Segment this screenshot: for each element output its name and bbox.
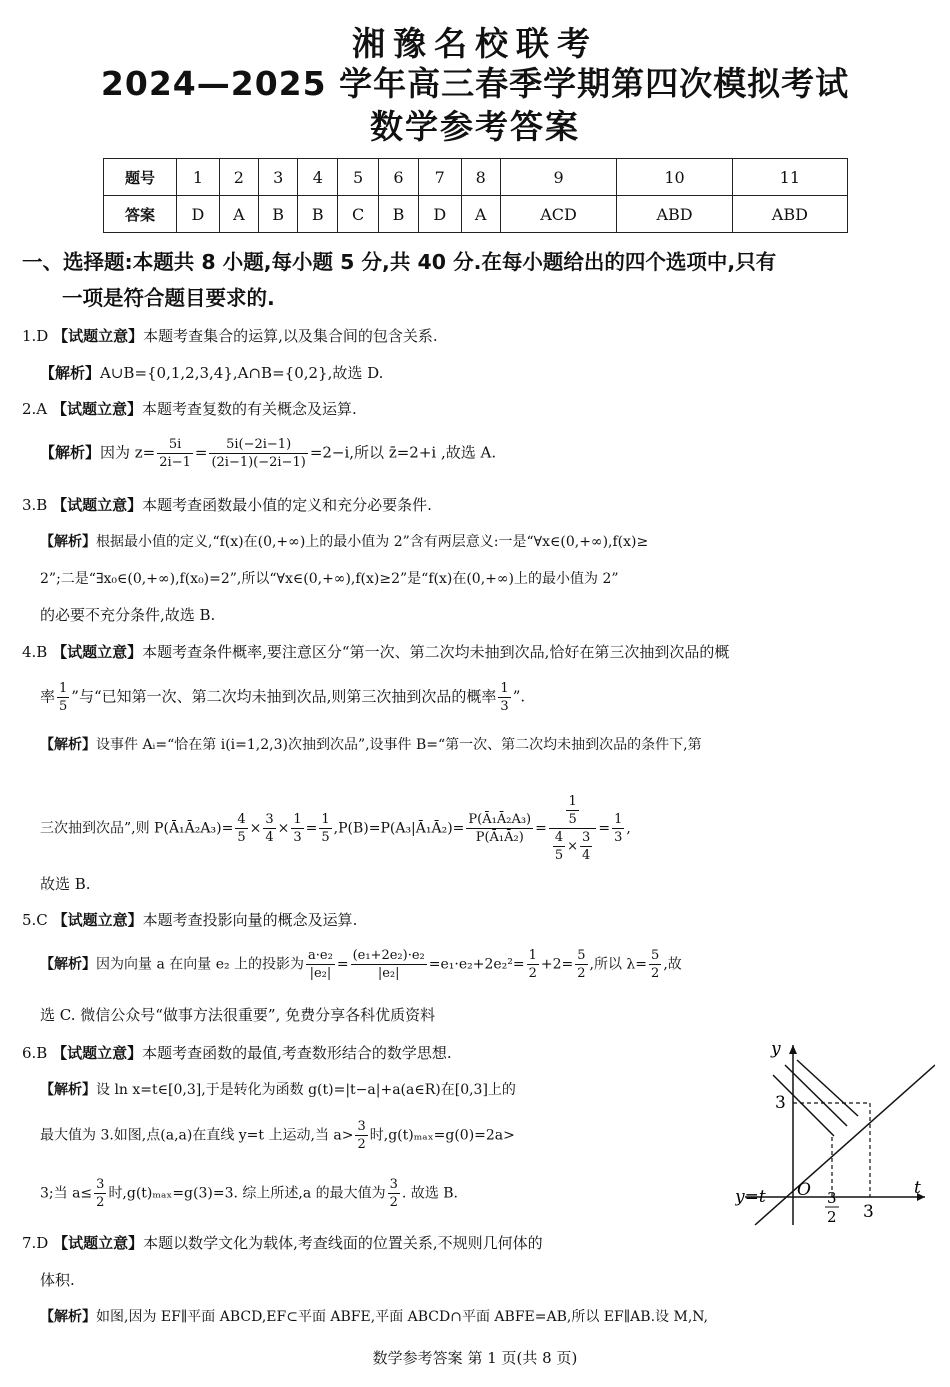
q3-analysis-line1 — [40, 531, 648, 551]
fraction — [94, 1176, 106, 1211]
table-cell: ACD — [500, 196, 617, 233]
equals-sign: = — [305, 820, 318, 837]
numerator: 4 — [237, 812, 246, 827]
text: 时,g(t)ₘₐₓ=g(0)=2a> — [369, 1127, 515, 1144]
q1-analysis-text: A∪B={0,1,2,3,4},A∩B={0,2},故选 D. — [100, 364, 384, 382]
text: 最大值为 3.如图,点(a,a)在直线 y=t 上运动,当 a> — [40, 1127, 354, 1144]
q2-analysis — [40, 436, 496, 471]
analysis-tag: 【解析】 — [40, 364, 101, 382]
q3-header — [22, 494, 432, 515]
intent-tag: 【试题立意】 — [51, 400, 142, 418]
denominator: 5 — [554, 848, 564, 863]
q7-header — [22, 1232, 543, 1253]
q2-text-pre: 因为 z= — [100, 443, 156, 462]
numerator: 5 — [651, 948, 660, 963]
q4-intent: 本题考查条件概率,要注意区分“第一次、第二次均未抽到次品,恰好在第三次抽到次品的概 — [142, 643, 730, 661]
fraction — [209, 436, 307, 471]
text: ,所以 λ= — [589, 956, 648, 973]
numerator: 1 — [528, 948, 537, 963]
text: 设 ln x=t∈[0,3],于是转化为函数 g(t)=|t−a|+a(a∈R)在[0,3]上的 — [96, 1082, 516, 1098]
text: 3;当 a≤ — [40, 1185, 93, 1202]
text: ”. — [512, 687, 526, 706]
denominator: |e₂| — [377, 966, 400, 981]
q5-analysis-line1 — [40, 947, 682, 982]
denominator: 2i−1 — [159, 455, 191, 470]
fraction — [291, 811, 303, 846]
equals-sign: = — [336, 956, 349, 973]
fraction — [612, 811, 624, 846]
times-sign: × — [567, 839, 579, 854]
q4-analysis-line2 — [40, 793, 631, 864]
q3-analysis-line3: 的必要不充分条件,故选 B. — [40, 606, 216, 624]
denominator: 2 — [96, 1195, 105, 1210]
denominator: 3 — [293, 830, 302, 845]
denominator: 4 — [582, 848, 591, 863]
numerator: 1 — [614, 812, 623, 827]
denominator: 5 — [321, 830, 330, 845]
t-axis-label: t — [914, 1178, 921, 1198]
numerator: 5i — [157, 436, 193, 454]
analysis-tag: 【解析】 — [40, 737, 96, 753]
denominator — [549, 829, 596, 864]
text: ,P(B)=P(A₃|Ā₁Ā₂)= — [333, 820, 465, 837]
q1-number: 1.D — [22, 327, 49, 345]
numerator: 3 — [582, 830, 591, 845]
fraction — [351, 947, 427, 982]
numerator: 1 — [59, 681, 68, 696]
q2-intent: 本题考查复数的有关概念及运算. — [141, 400, 357, 418]
q5-analysis-line2: 选 C. 微信公众号“做事方法很重要”, 免费分享各科优质资料 — [40, 1006, 436, 1024]
fraction — [157, 436, 193, 471]
numerator: 1 — [293, 812, 302, 827]
denominator: 2 — [651, 966, 660, 981]
table-cell: 7 — [418, 159, 461, 196]
table-cell: B — [298, 196, 338, 233]
denominator: 2 — [357, 1137, 366, 1152]
q2-text-post: =2−i,所以 z̄=2+i ,故选 A. — [309, 443, 497, 462]
intent-tag: 【试题立意】 — [53, 327, 144, 345]
exam-org-title: 湘豫名校联考 — [352, 24, 598, 63]
analysis-tag: 【解析】 — [40, 534, 96, 550]
text: 三次抽到次品”,则 P(Ā₁Ā₂A₃)= — [40, 820, 234, 837]
row-label-number: 题号 — [104, 159, 177, 196]
numerator: (e₁+2e₂)·e₂ — [352, 948, 425, 963]
fraction — [235, 811, 247, 846]
section-heading-line2: 一项是符合题目要求的. — [62, 286, 275, 310]
q4-intent-line2 — [40, 680, 525, 715]
q7-intent: 本题以数学文化为载体,考查线面的位置关系,不规则几何体的 — [143, 1234, 543, 1252]
numerator: 1 — [568, 794, 577, 809]
numerator: 3 — [389, 1177, 398, 1192]
text: +2= — [540, 956, 574, 973]
numerator: 3 — [265, 812, 274, 827]
table-cell: 10 — [617, 159, 732, 196]
denominator: 3 — [500, 699, 509, 714]
numerator — [549, 793, 596, 829]
q4-analysis-line3: 故选 B. — [40, 875, 91, 893]
table-cell: D — [177, 196, 220, 233]
analysis-tag: 【解析】 — [40, 1309, 96, 1325]
analysis-tag: 【解析】 — [40, 443, 101, 462]
y-axis-label: y — [771, 1040, 781, 1059]
page-footer: 数学参考答案 第 1 页(共 8 页) — [372, 1349, 578, 1367]
numerator: 1 — [500, 681, 509, 696]
denominator: 2 — [389, 1195, 398, 1210]
table-cell: 6 — [379, 159, 419, 196]
table-cell: B — [258, 196, 298, 233]
q4-header — [22, 641, 729, 662]
y-tick-3: 3 — [775, 1093, 786, 1113]
fraction — [553, 829, 565, 864]
q7-intent-line2: 体积. — [40, 1271, 75, 1289]
fraction-one-third — [498, 680, 510, 715]
fraction — [466, 811, 533, 846]
fraction-one-fifth — [57, 680, 69, 715]
numerator: P(Ā₁Ā₂A₃) — [468, 812, 532, 827]
q4-number: 4.B — [22, 643, 48, 661]
answer-key-title: 数学参考答案 — [370, 107, 580, 146]
text: 因为向量 a 在向量 e₂ 上的投影为 — [96, 956, 305, 973]
denominator: |e₂| — [309, 966, 332, 981]
intent-tag: 【试题立意】 — [52, 911, 143, 929]
text: ,故 — [663, 956, 682, 973]
times-sign: × — [249, 820, 262, 837]
t-tick-frac-num: 3 — [827, 1189, 837, 1207]
numerator: 4 — [554, 830, 564, 845]
denominator: P(Ā₁Ā₂) — [475, 830, 524, 845]
q5-intent: 本题考查投影向量的概念及运算. — [142, 911, 358, 929]
q7-number: 7.D — [22, 1234, 49, 1252]
table-cell: 8 — [461, 159, 500, 196]
table-cell: 2 — [219, 159, 258, 196]
numerator: a·e₂ — [308, 948, 333, 963]
compound-fraction — [549, 793, 596, 864]
text: ”与“已知第一次、第二次均未抽到次品,则第三次抽到次品的概率 — [71, 687, 497, 706]
analysis-tag: 【解析】 — [40, 956, 96, 973]
denominator: 2 — [528, 966, 537, 981]
table-cell: 5 — [338, 159, 379, 196]
q3-analysis-line2: 2”;二是“∃x₀∈(0,+∞),f(x₀)=2”,所以“∀x∈(0,+∞),f(x)≥2”是“f(x)在(0,+∞)上的最小值为 2” — [40, 571, 619, 587]
intent-tag: 【试题立意】 — [52, 496, 143, 514]
table-cell: B — [379, 196, 419, 233]
t-tick-3: 3 — [863, 1202, 874, 1222]
q6-number: 6.B — [22, 1044, 48, 1062]
q1-header — [22, 325, 438, 346]
numerator: 1 — [321, 812, 330, 827]
analysis-tag: 【解析】 — [40, 1082, 96, 1098]
table-cell: 1 — [177, 159, 220, 196]
q3-intent: 本题考查函数最小值的定义和充分必要条件. — [142, 496, 432, 514]
q6-intent: 本题考查函数的最值,考查数形结合的数学思想. — [142, 1044, 452, 1062]
equals-sign: = — [598, 820, 611, 837]
equals-sign: = — [535, 820, 547, 837]
q5-number: 5.C — [22, 911, 48, 929]
text: . 故选 B. — [401, 1185, 459, 1202]
y-axis-arrow-icon — [789, 1045, 797, 1054]
intent-tag: 【试题立意】 — [53, 1234, 144, 1252]
intent-tag: 【试题立意】 — [52, 1044, 143, 1062]
q6-analysis-line2 — [40, 1118, 515, 1153]
fraction — [263, 811, 275, 846]
q2-header — [22, 398, 357, 419]
denominator: (2i−1)(−2i−1) — [211, 455, 306, 470]
row-label-answer: 答案 — [104, 196, 177, 233]
q3-analysis-text1: 根据最小值的定义,“f(x)在(0,+∞)上的最小值为 2”含有两层意义:一是“∀x∈(0,+∞),f(x)≥ — [96, 534, 649, 550]
table-cell: A — [461, 196, 500, 233]
exam-name-title: 2024—2025 学年高三春季学期第四次模拟考试 — [100, 64, 850, 103]
q7-analysis-line1 — [40, 1306, 708, 1326]
text: 时,g(t)ₘₐₓ=g(3)=3. 综上所述,a 的最大值为 — [108, 1185, 386, 1202]
q6-header — [22, 1042, 452, 1063]
fraction — [306, 947, 335, 982]
fraction — [649, 947, 661, 982]
fraction — [388, 1176, 400, 1211]
q4-analysis-text1: 设事件 Aᵢ=“恰在第 i(i=1,2,3)次抽到次品”,设事件 B=“第一次、第二次均未抽到次品的条件下,第 — [96, 737, 702, 753]
fraction — [355, 1118, 367, 1153]
table-cell: 9 — [500, 159, 617, 196]
numerator: 3 — [357, 1119, 366, 1134]
fraction — [566, 793, 578, 828]
denominator: 5 — [237, 830, 246, 845]
table-cell: ABD — [617, 196, 732, 233]
table-cell: 4 — [298, 159, 338, 196]
times-sign: × — [277, 820, 290, 837]
numerator: 3 — [96, 1177, 105, 1192]
q6-analysis-line1 — [40, 1079, 516, 1099]
origin-label: O — [797, 1180, 811, 1200]
table-cell: D — [418, 196, 461, 233]
line-y-equals-t — [755, 1065, 935, 1225]
table-cell: ABD — [732, 196, 847, 233]
section-heading — [22, 244, 937, 316]
numerator: 5 — [577, 948, 586, 963]
answer-table — [103, 158, 848, 233]
denominator: 5 — [59, 699, 68, 714]
table-cell: 11 — [732, 159, 847, 196]
text: =e₁·e₂+2e₂²= — [428, 956, 525, 973]
line-label: y=t — [735, 1187, 766, 1207]
q4-analysis-line1 — [40, 734, 702, 754]
q6-function-graph — [735, 1040, 935, 1230]
denominator: 3 — [614, 830, 623, 845]
intent-tag: 【试题立意】 — [52, 643, 143, 661]
q3-number: 3.B — [22, 496, 48, 514]
q2-number: 2.A — [22, 400, 48, 418]
text: , — [626, 820, 631, 837]
q6-analysis-line3 — [40, 1176, 458, 1211]
fraction — [319, 811, 331, 846]
table-cell: A — [219, 196, 258, 233]
denominator: 2 — [577, 966, 586, 981]
equals-sign: = — [194, 443, 208, 462]
section-heading-line1: 一、选择题:本题共 8 小题,每小题 5 分,共 40 分.在每小题给出的四个选项中,只有 — [22, 250, 777, 274]
table-cell: C — [338, 196, 379, 233]
fraction — [527, 947, 539, 982]
q7-analysis-text1: 如图,因为 EF∥平面 ABCD,EF⊂平面 ABFE,平面 ABCD∩平面 ABFE=AB,所以 EF∥AB.设 M,N, — [96, 1309, 709, 1325]
text: 率 — [40, 687, 56, 706]
t-tick-frac-den: 2 — [827, 1208, 837, 1226]
q5-header — [22, 909, 357, 930]
question-number-row — [104, 159, 848, 196]
denominator: 4 — [265, 830, 274, 845]
denominator: 5 — [568, 812, 577, 827]
fraction — [580, 829, 592, 864]
q1-intent: 本题考查集合的运算,以及集合间的包含关系. — [143, 327, 438, 345]
q1-analysis — [40, 362, 383, 383]
numerator: 5i(−2i−1) — [209, 436, 307, 454]
fraction — [575, 947, 587, 982]
answer-row — [104, 196, 848, 233]
table-cell: 3 — [258, 159, 298, 196]
